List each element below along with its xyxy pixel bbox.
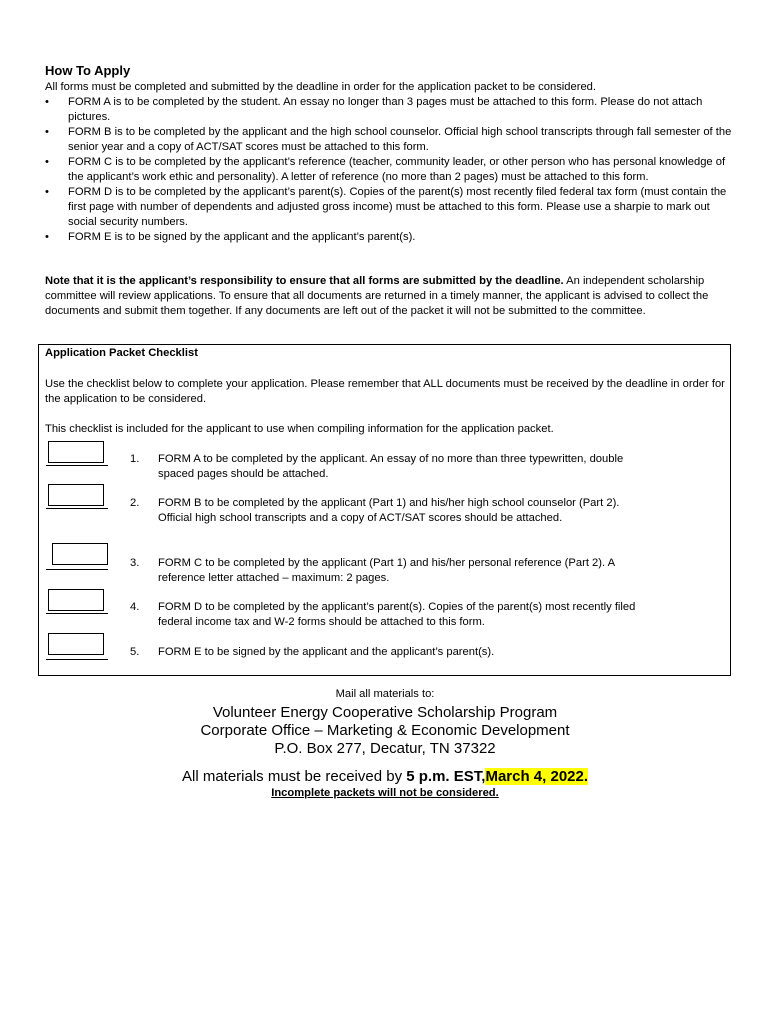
- deadline-statement: All materials must be received by 5 p.m. EST,March 4, 2022.: [181, 768, 589, 785]
- checklist-item-form-e: FORM E to be signed by the applicant and the applicant’s parent(s).: [158, 646, 495, 658]
- bullet-icon: •: [45, 126, 49, 138]
- checklist-item-form-a: FORM A to be completed by the applicant. An essay of no more than three typewritten, double spaced pages should be attached.: [158, 453, 624, 480]
- checkbox-form-e[interactable]: [48, 633, 104, 655]
- checklist-item-number: 1.: [130, 453, 140, 465]
- responsibility-note: [45, 274, 735, 319]
- checklist-item-form-d: FORM D to be completed by the applicant’s parent(s). Copies of the parent(s) most recently filed federal income tax and W-2 forms should be attached to this form.: [158, 601, 636, 628]
- check-line: [46, 613, 108, 614]
- checkbox-form-b[interactable]: [48, 484, 104, 506]
- checkbox-form-d[interactable]: [48, 589, 104, 611]
- mailing-program-name: Volunteer Energy Cooperative Scholarship Program: [212, 704, 558, 721]
- how-to-apply-intro: All forms must be completed and submitted by the deadline in order for the application packet to be considered.: [45, 81, 596, 93]
- form-c-requirement: • FORM C is to be completed by the applicant’s reference (teacher, community leader, or other person who has personal knowledge of the applicant’s work ethic and personality). A letter of reference (no more than 2 pages) must be attached to this form.: [45, 156, 726, 183]
- deadline-date: March 4, 2022.: [485, 768, 589, 785]
- how-to-apply-heading: How To Apply: [45, 63, 131, 78]
- checklist-item-number: 3.: [130, 557, 140, 569]
- checklist-item-number: 5.: [130, 646, 140, 658]
- checklist-title: Application Packet Checklist: [45, 347, 198, 359]
- deadline-time: 5 p.m. EST,: [406, 768, 486, 785]
- form-e-requirement: • FORM E is to be signed by the applicant and the applicant’s parent(s).: [45, 231, 416, 243]
- form-a-requirement: • FORM A is to be completed by the student. An essay no longer than 3 pages must be attached to this form. Please do not attach pictures.: [45, 96, 703, 123]
- bullet-icon: •: [45, 231, 49, 243]
- checklist-item-number: 2.: [130, 497, 140, 509]
- check-line: [46, 569, 108, 570]
- mailing-po-box: P.O. Box 277, Decatur, TN 37322: [274, 740, 496, 757]
- mail-label: Mail all materials to:: [335, 688, 435, 700]
- checklist-item-number: 4.: [130, 601, 140, 613]
- incomplete-warning: Incomplete packets will not be considered.: [271, 787, 499, 799]
- check-line: [46, 508, 108, 509]
- mailing-office: Corporate Office – Marketing & Economic Development: [200, 722, 570, 739]
- checklist-item-form-b: FORM B to be completed by the applicant (Part 1) and his/her high school counselor (Part 2). Official high school transcripts and a copy of ACT/SAT scores should be attached.: [158, 497, 620, 524]
- form-b-requirement: • FORM B is to be completed by the applicant and the high school counselor. Official high school transcripts through fall semester of the senior year and a copy of ACT/SAT scores must be attached to this form.: [45, 126, 732, 153]
- check-line: [46, 465, 108, 466]
- checkbox-form-a[interactable]: [48, 441, 104, 463]
- checklist-item-form-c: FORM C to be completed by the applicant (Part 1) and his/her personal reference (Part 2). A reference letter attached – maximum: 2 pages.: [158, 557, 615, 584]
- bullet-icon: •: [45, 186, 49, 198]
- checklist-purpose: This checklist is included for the applicant to use when compiling information for the application packet.: [45, 423, 554, 435]
- bullet-icon: •: [45, 156, 49, 168]
- checkbox-form-c[interactable]: [52, 543, 108, 565]
- form-d-requirement: • FORM D is to be completed by the applicant’s parent(s). Copies of the parent(s) most recently filed federal tax form (must contain the first page with number of dependents and adjusted gross income) must be attached to this form. Please use a sharpie to mark out social security numbers.: [45, 186, 727, 228]
- responsibility-note-text: An independent scholarship committee will review applications. To ensure that all documents are returned in a timely manner, the applicant is advised to collect the documents and submit them together. If any documents are left out of the packet it will not be submitted to the committee.: [45, 275, 709, 317]
- responsibility-note-bold: Note that it is the applicant’s responsibility to ensure that all forms are submitted by the deadline.: [45, 275, 564, 287]
- bullet-icon: •: [45, 96, 49, 108]
- checklist-instructions: Use the checklist below to complete your application. Please remember that ALL documents must be received by the deadline in order for the application to be considered.: [45, 378, 725, 405]
- check-line: [46, 659, 108, 660]
- form-requirements-list: [45, 95, 735, 245]
